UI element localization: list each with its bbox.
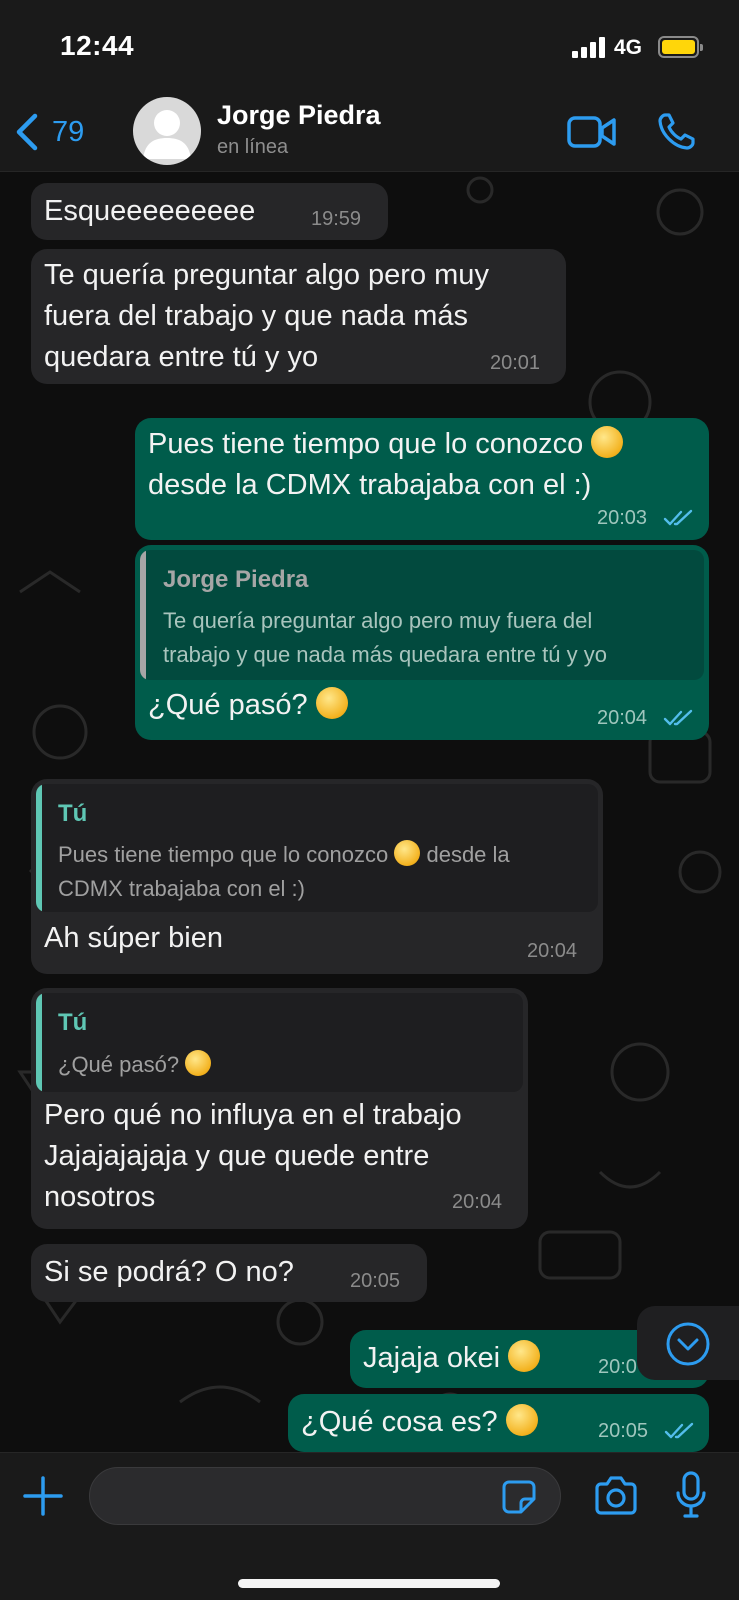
message-line: Pues tiene tiempo que lo conozco [148, 428, 584, 460]
message-text: Si se podrá? O no? [44, 1256, 294, 1288]
smiling-face-emoji [591, 426, 623, 458]
message-line: Jajaja okei [363, 1342, 501, 1374]
message-bubble[interactable] [31, 779, 603, 974]
quote-text [58, 1048, 211, 1082]
quoted-message[interactable] [140, 550, 704, 680]
chevron-left-icon [14, 113, 40, 151]
chevron-down-circle-icon [665, 1321, 711, 1367]
chat-area[interactable] [0, 172, 739, 1452]
quoted-message[interactable] [36, 993, 523, 1092]
message-time: 20:04 [527, 940, 578, 962]
grimacing-face-emoji [508, 1340, 540, 1372]
hushed-face-emoji [185, 1050, 211, 1076]
camera-icon[interactable] [593, 1475, 639, 1517]
message-time: 20:03 [597, 507, 648, 529]
message-input[interactable] [89, 1467, 561, 1525]
quote-line: Te quería preguntar algo pero muy fuera del [163, 608, 593, 633]
quote-bar [36, 993, 42, 1092]
message-bubble[interactable] [135, 418, 709, 540]
message-line: fuera del trabajo y que nada más [44, 300, 468, 332]
message-time: 20:05 [598, 1420, 649, 1442]
message-line: quedara entre tú y yo [44, 341, 319, 373]
quote-line: Pues tiene tiempo que lo conozco [58, 842, 389, 867]
plus-icon[interactable] [22, 1475, 64, 1517]
message-bubble[interactable] [31, 988, 528, 1229]
message-line: ¿Qué cosa es? [301, 1406, 498, 1438]
message-line: ¿Qué pasó? [148, 689, 308, 721]
microphone-icon[interactable] [674, 1471, 708, 1519]
read-receipt-icon [663, 509, 695, 527]
contact-status: en línea [217, 136, 289, 158]
signal-icon [572, 36, 606, 58]
user-icon [133, 97, 201, 165]
message-text [148, 685, 348, 726]
quoted-message[interactable] [36, 784, 598, 912]
contact-name[interactable]: Jorge Piedra [217, 100, 381, 130]
message-text: Esqueeeeeeeee [44, 195, 256, 227]
read-receipt-icon [663, 709, 695, 727]
read-receipt-icon [664, 1422, 696, 1440]
network-type: 4G [614, 36, 643, 59]
quote-line: CDMX trabajaba con el :) [58, 876, 305, 901]
sticker-icon[interactable] [501, 1479, 537, 1515]
message-line: nosotros [44, 1181, 156, 1213]
message-text [44, 255, 489, 378]
status-bar [0, 0, 739, 90]
quote-line: desde la [426, 842, 510, 867]
quote-author: Jorge Piedra [163, 566, 309, 593]
message-text [44, 1095, 462, 1218]
message-bubble[interactable] [135, 545, 709, 740]
chat-header [0, 90, 739, 172]
avatar[interactable] [133, 97, 201, 165]
video-call-icon[interactable] [566, 112, 618, 152]
battery-icon [658, 36, 699, 58]
message-line: desde la CDMX trabajaba con el :) [148, 469, 592, 501]
message-text [363, 1338, 540, 1379]
message-line: Te quería preguntar algo pero muy [44, 259, 489, 291]
smiling-face-emoji [394, 840, 420, 866]
unread-count: 79 [52, 115, 85, 148]
quote-author: Tú [58, 1009, 88, 1036]
input-bar [0, 1452, 739, 1600]
message-time: 20:04 [597, 707, 648, 729]
quote-text [58, 838, 510, 906]
phone-call-icon[interactable] [656, 112, 700, 152]
scroll-to-bottom-button[interactable] [637, 1306, 739, 1380]
back-button[interactable] [14, 112, 84, 152]
home-indicator[interactable] [238, 1579, 500, 1588]
hushed-face-emoji [316, 687, 348, 719]
quote-bar [140, 550, 146, 680]
message-time: 19:59 [311, 208, 362, 230]
screaming-face-emoji [506, 1404, 538, 1436]
message-text [148, 424, 623, 506]
quote-line: trabajo y que nada más quedara entre tú y yo [163, 642, 607, 667]
message-time: 20:01 [490, 352, 541, 374]
status-time: 12:44 [60, 30, 135, 61]
message-time: 20:0 [598, 1356, 637, 1378]
quote-author: Tú [58, 800, 88, 827]
message-bubble[interactable] [31, 183, 388, 240]
message-text: Ah súper bien [44, 922, 223, 954]
quote-line: ¿Qué pasó? [58, 1052, 180, 1077]
message-text [301, 1402, 538, 1443]
message-time: 20:04 [452, 1191, 503, 1213]
quote-bar [36, 784, 42, 912]
message-time: 20:05 [350, 1270, 401, 1292]
message-bubble[interactable] [31, 1244, 427, 1302]
message-line: Jajajajajaja y que quede entre [44, 1140, 430, 1172]
message-bubble[interactable] [31, 249, 566, 384]
message-bubble[interactable] [288, 1394, 709, 1452]
message-line: Pero qué no influya en el trabajo [44, 1099, 462, 1131]
quote-text [163, 604, 607, 672]
